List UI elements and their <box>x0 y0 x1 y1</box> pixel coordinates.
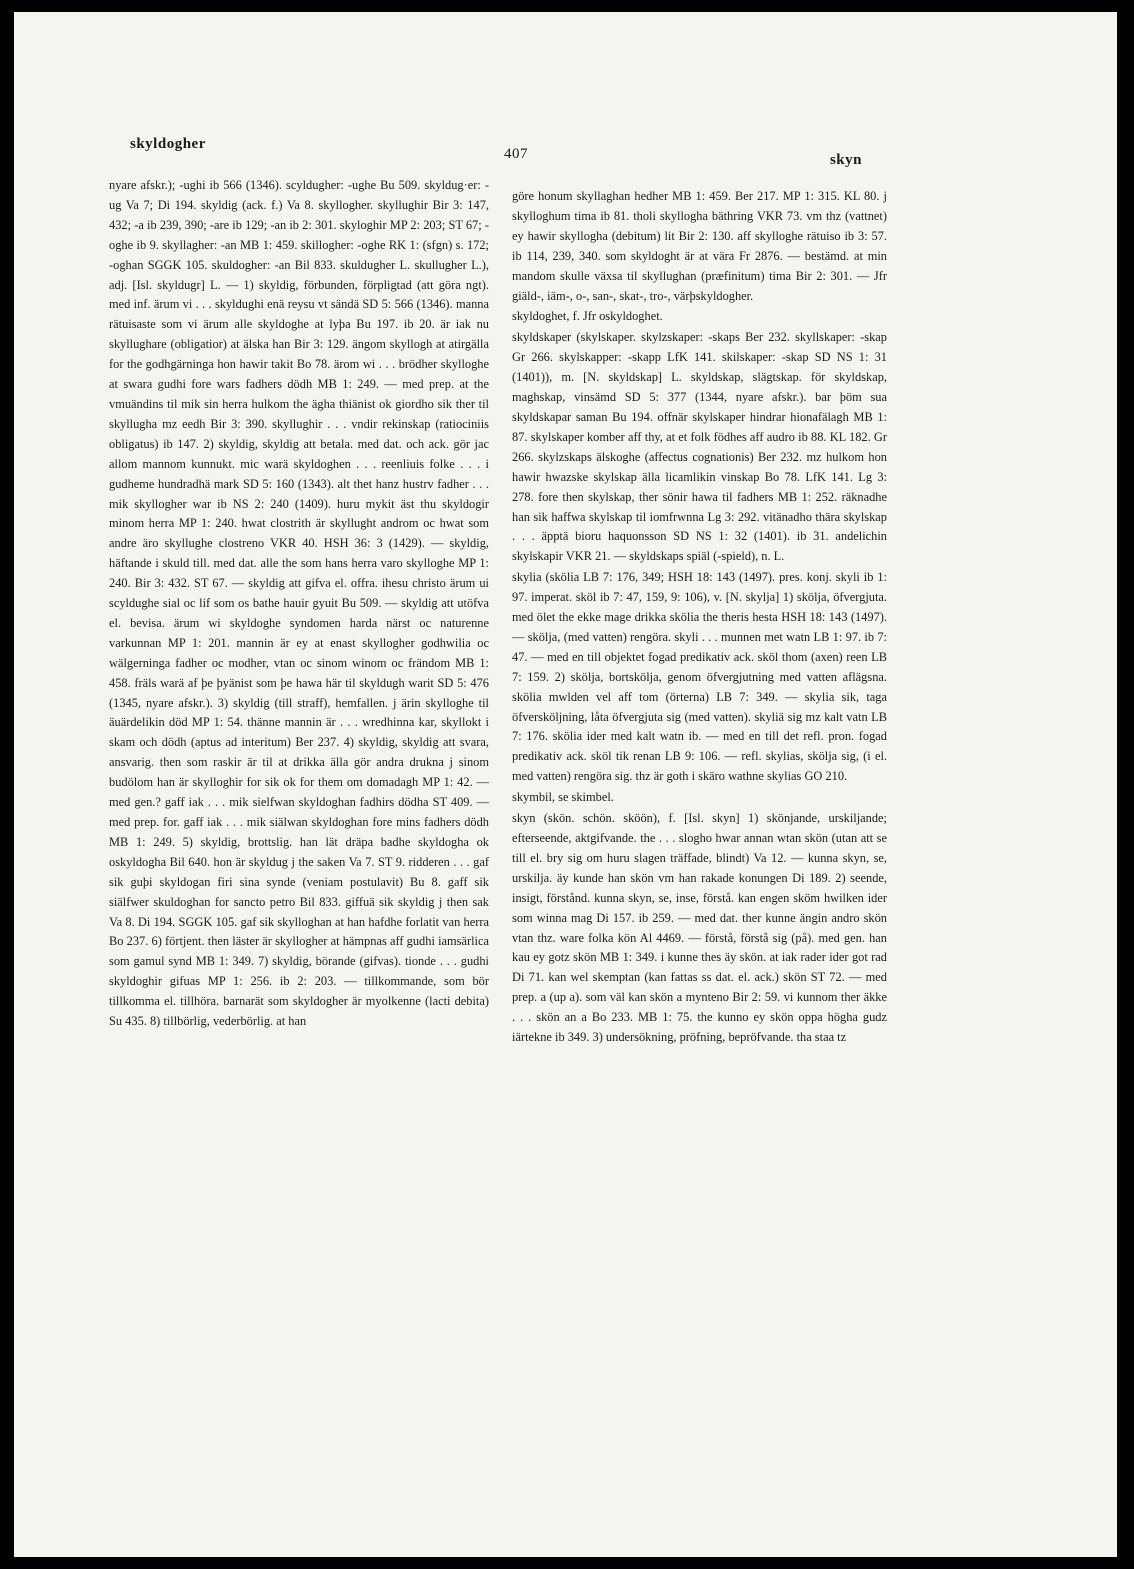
entry-skyn: skyn (skön. schön. sköön), f. [Isl. skyn] 1) skönjande, urskiljande; efterseende, aktgifvande. the . . . slogho hwar annan wtan skön (utan att se till el. bry sig om huru slagen träffade, blindt) Va 12. — kunna skyn, se, urskilja. äy kunde han skön vm han rakade konungen Di 189. 2) seende, insigt, förstånd. kunna skyn, se, inse, förstå. kan engen sköm hwilken ider som winna mag Di 157. ib 259. — med dat. ther kunne ängin andro skön vtan thz. ware folka kön Al 4469. — förstå, förstå sig (på). med gen. han kau ey gotz skön MB 1: 349. i kunne thes äy skön. at iak rader ider got rad Di 71. kan wel skemptan (kan fattas ss dat. el. ack.) skön ST 72. — med prep. a (up a). som väl kan skön a mynteno Bir 2: 59. vi kunnom ther äkke . . . skön an a Bo 233. MB 1: 75. the kunno ey skön oppa högha gudz iärtekne ib 349. 3) undersökning, pröfning, bepröfvande. tha staa tz <box>512 811 887 1045</box>
entry-skylia: skylia (skölia LB 7: 176, 349; HSH 18: 143 (1497). pres. konj. skyli ib 1: 97. imperat. sköl ib 7: 47, 159, 9: 106), v. [N. skylja] 1) skölja, öfvergjuta. med ölet the ekke mage drikka skölia the theris hesta HSH 18: 143 (1497). — skölja, (med vatten) rengöra. skyli . . . munnen met watn LB 1: 97. ib 7: 47. — med en till objektet fogad predikativ ack. sköl thom (axen) reen LB 7: 159. 2) skölja, bortskölja, genom öfvergjutning med vatten aflägsna. skölia mwlden vel aff tom (örterna) LB 7: 349. — skylia sik, taga öfversköljning, låta öfvergjuta sig (med vatten). skyliä sig mz kalt vatn LB 7: 176. skölia ider med kalt watn ib. — med en till det refl. pron. fogad predikativ ack. sköl tik renan LB 9: 106. — refl. skylias, skölja sig, (i el. med vatten) rengöra sig. thz är goth i skäro wathne skylias GO 210. <box>512 570 887 784</box>
left-column-text: nyare afskr.); -ughi ib 566 (1346). scyldugher: -ughe Bu 509. skyldug·er: -ug Va 7; Di 194. skyldig (ack. f.) Va 8. skyllogher. skyllughir Bir 3: 147, 432; -a ib 239, 390; -are ib 129; -an ib 2: 301. skyloghir MP 2: 203; ST 67; -oghe ib 9. skyllagher: -an MB 1: 459. skillogher: -oghe RK 1: (sfgn) s. 172; -oghan SGGK 105. skuldogher: -an Bil 833. skuldugher L. skullugher L.), adj. [Isl. skyldugr] L. — 1) skyldig, förbunden, förpligtad (att göra ngt). med inf. ärum vi . . . skyldughi enä reysu vt sändä SD 5: 566 (1346). manna rätuisaste som vi ärum alle skyldoghe at lyþa Bu 197. ib 20. är iak nu skyllughare (obligatior) at älska han Bir 3: 129. ängom skyllogh at atirgälla for the godhgärninga hon hawir takit Bo 78. ärom wi . . . brödher skylloghe at swara gudhi fore wars fadhers dödh MB 1: 249. — med prep. at the vmuändins til mik sin herra hulkom the ägha thiänist ok giordho sik ther til skyllugha mz eedh Bir 3: 390. skyllughir . . . vndir rekinskap (ratiociniis obligatus) ib 147. 2) skyldig, skyldig att betala. med dat. och ack. gör jac allom mannom kunnukt. mic warä skyldoghen . . . reenliuis folke . . . i gudheme hundradhä mark SD 5: 160 (1343). alt thet hanz hustrv fadher . . . mik skyllogher war ib NS 2: 240 (1409). huru mykit äst thu skyldogir minom herra MP 1: 240. hwat clostrith är skyllught androm oc hwat som andre äro skyllughe clostreno VKR 40. HSH 36: 3 (1429). — skyldig, häftande i skuld till. med dat. alle the som hans herra varo skylloghe MP 1: 240. Bir 3: 432. ST 67. — skyldig att gifva el. offra. ihesu christo ärum ui scyldughe sial oc lif som os bathe hauir gyuit Bu 509. — skyldig att utöfva el. bevisa. ärum wi skyldoghe syndomen harda närst oc naturenne varkunnan MP 1: 201. mannin är ey at enast skyllogher godhwilia oc wälgerninga fadher oc modher, vtan oc sinom winom oc frändom MB 1: 458. fräls warä af þe þyänist som þe hawa här til skyldugh warit SD 5: 476 (1345, nyare afskr.). 3) skyldig (till straff), hemfallen. j ärin skylloghe til äuärdelikin död MP 1: 54. thänne mannin är . . . wredhinna kar, skyllokt i skam och dödh (aptus ad interitum) Ber 237. 4) skyldig, skyldig att svara, ansvarig. then som raskir är til at drikka älla gör andra drukna j sinom budölom han är skylloghir for sik ok for them om domadagh MP 1: 42. — med gen.? gaff iak . . . mik sielfwan skyldoghan fadhirs dödha ST 409. — med prep. for. gaff iak . . . mik siälwan skyldoghan fore mins fadhers dödh MB 1: 249. 5) skyldig, brottslig. han lät dräpa badhe skyldogha ok oskyldogha Bil 640. hon är skyldug j the saken Va 7. ST 9. ridderen . . . gaf sik guþi skyldogan firi sina synde (veniam postulavit) Bu 8. gaff sik siälfwer skuldoghan for sancto petro Bil 833. giffuä sik skyldig j then sak Va 8. Di 194. SGGK 105. gaf sik skylloghan at han hafdhe forlatit van herra Bo 237. 6) förtjent. then läster är skyllogher at hämpnas aff gudhi iamsärlica som gamul synd MB 1: 349. 7) skyldig, börande (gifvas). tionde . . . gudhi skyldoghir gifuas MP 1: 256. ib 2: 203. — tillkommande, som bör tillkomma el. tillhöra. barnarät som skyldogher är myolkenne (lacti debita) Su 435. 8) tillbörlig, vederbörlig. at han <box>109 178 489 1029</box>
dictionary-page <box>14 12 1117 1557</box>
entry-skymbil: skymbil, se skimbel. <box>512 790 614 805</box>
entry-skyldoghet: skyldoghet, f. Jfr oskyldoghet. <box>512 309 663 324</box>
left-column <box>109 176 489 1416</box>
running-head-right: skyn <box>829 152 862 168</box>
page-number: 407 <box>504 146 528 162</box>
entry-skyldskaper: skyldskaper (skylskaper. skylzskaper: -skaps Ber 232. skyllskaper: -skap Gr 266. skylskapper: -skapp LfK 141. skilskaper: -skap SD NS 1: 31 (1401)), m. [N. skyldskap] L. skyldskap, slägtskap. för skyldskap, maghskap, vinsämd SD 5: 377 (1344, nyare afskr.). bar þöm sua skyldskapar saman Bu 194. offnär skylskaper hindrar hionafälagh MB 1: 87. skylskaper komber aff thy, at et folk födhes aff audro ib 88. KL 182. Gr 266. skylzskaps älskoghe (affectus cognationis) Ber 232. mz hulkom hon hawir hwazske skylskap älla licamlikin vinskap Bo 78. LfK 141. Lg 3: 278. fore then skylskap, ther sönir hawa til fadhers MB 1: 252. räknadhe han sik haffwa skylskap til iomfrwnna Lg 3: 292. vitänadho thära skylskap . . . äpptä bioru haquonsson SD NS 1: 32 (1401). ib 31. andelichin skylskapir VKR 21. — skyldskaps spiäl (-spield), n. L. <box>512 330 887 564</box>
entry-continuation: göre honum skyllaghan hedher MB 1: 459. Ber 217. MP 1: 315. KL 80. j skylloghum tima ib 81. tholi skyllogha bäthring VKR 73. vm thz (vattnet) ey hawir skyllogha (debitum) lit Bir 2: 130. aff skylloghe rätuiso ib 3: 57. ib 114, 239, 340. som skyldoght är at vära Fr 2876. — bestämd. at min mandom skulle växsa til skyllughan (præfinitum) tima Bir 2: 301. — Jfr giäld-, iäm-, o-, san-, skat-, tro-, värþskyldogher. <box>512 189 887 303</box>
right-column <box>512 186 887 1426</box>
running-head-left: skyldogher <box>130 136 206 152</box>
